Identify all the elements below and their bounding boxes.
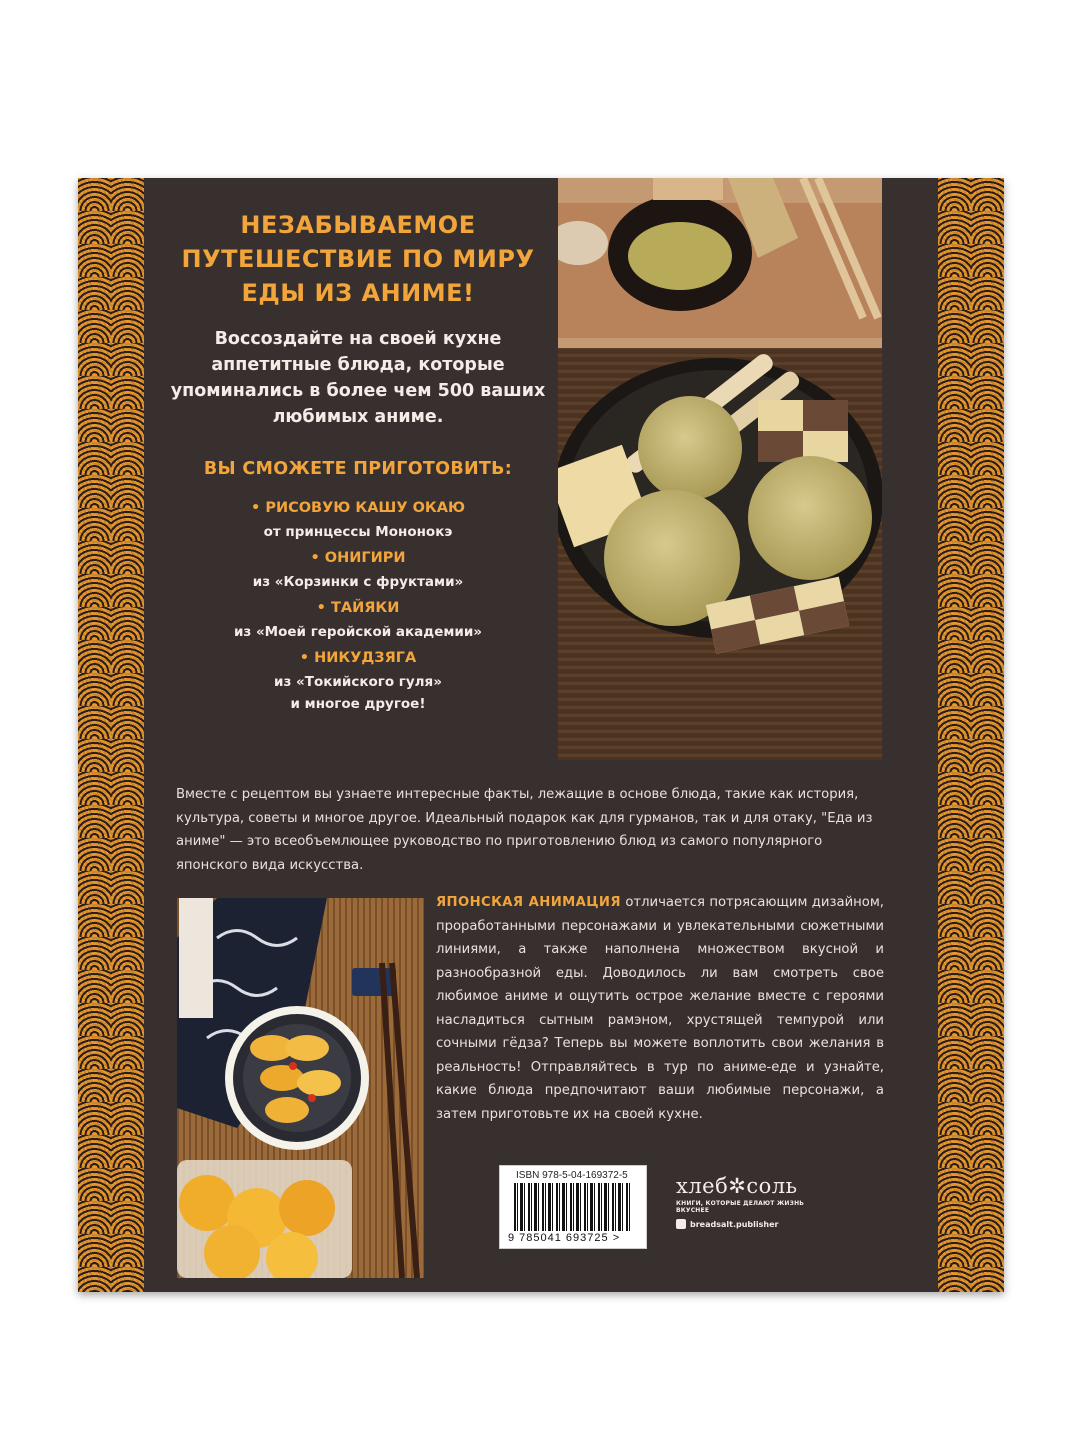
- description-text: Вместе с рецептом вы узнаете интересные факты, лежащие в основе блюда, такие как история, культура, советы и многое другое. Идеальный подарок как для гурманов, так и для отаку, "Еда из аниме" — это всеобъемлющее руководство по приготовлению блюд из самого популярного японского вида искусства.: [176, 787, 873, 873]
- anime-lead: ЯПОНСКАЯ АНИМАЦИЯ: [436, 895, 621, 910]
- and-more-text: и многое другое!: [290, 696, 426, 712]
- headline: НЕЗАБЫВАЕМОЕ ПУТЕШЕСТВИЕ ПО МИРУ ЕДЫ ИЗ АНИМЕ!: [181, 211, 535, 307]
- list-item: [158, 496, 558, 546]
- book-back-cover: [78, 178, 1004, 1292]
- publisher-social: [676, 1219, 826, 1229]
- isbn-text: ISBN 978-5-04-169372-5: [516, 1170, 628, 1181]
- barcode-icon: [514, 1183, 632, 1231]
- promo-block: [158, 178, 558, 758]
- publisher-tagline: КНИГИ, КОТОРЫЕ ДЕЛАЮТ ЖИЗНЬ ВКУСНЕЕ: [676, 1200, 805, 1214]
- isbn-barcode: [499, 1165, 647, 1249]
- dish-name: • ТАЙЯКИ: [158, 596, 558, 620]
- anime-paragraph: [436, 891, 884, 1126]
- publisher-block: [676, 1174, 826, 1229]
- dish-name: • РИСОВУЮ КАШУ ОКАЮ: [158, 496, 558, 520]
- intro-text: Воссоздайте на своей кухне аппетитные блюда, которые упоминались в более чем 500 ваших любимых аниме.: [170, 329, 546, 427]
- dish-source: из «Моей геройской академии»: [233, 624, 483, 640]
- list-item: [158, 646, 558, 696]
- pickled-radish-photo: [177, 898, 424, 1278]
- dish-source: от принцессы Мононокэ: [263, 524, 453, 540]
- publisher-social-handle: breadsalt.publisher: [690, 1219, 779, 1229]
- cook-heading: ВЫ СМОЖЕТЕ ПРИГОТОВИТЬ:: [203, 459, 513, 479]
- anime-text: отличается потрясающим дизайном, проработанными персонажами и увлекательными сюжетными линиями, а также наполнена множеством вкусной и разнообразной еды. Доводилось ли вам смотреть свое любимое аниме и ощутить острое желание вместе с героями насладиться сытным рамэном, хрустящей темпурой или сочными гёдза? Теперь вы можете воплотить свои желания в реальность! Отправляйтесь в тур по аниме-еде и узнайте, какие блюда предпочитают ваши любимые персонажи, а затем приготовьте их на своей кухне.: [436, 895, 884, 1122]
- dish-name: • НИКУДЗЯГА: [158, 646, 558, 670]
- list-item: [158, 546, 558, 596]
- dish-source: из «Токийского гуля»: [274, 674, 442, 690]
- right-wave-pattern-border: [938, 178, 1004, 1292]
- dish-list: [158, 496, 558, 696]
- vk-icon: [676, 1219, 686, 1229]
- matcha-sweets-photo: [558, 178, 882, 760]
- dish-name: • ОНИГИРИ: [158, 546, 558, 570]
- barcode-digits: 9 785041 693725 >: [508, 1232, 621, 1244]
- dish-source: из «Корзинки с фруктами»: [252, 574, 464, 590]
- list-item: [158, 596, 558, 646]
- left-wave-pattern-border: [78, 178, 144, 1292]
- publisher-logo: хлеб✲соль: [676, 1174, 798, 1198]
